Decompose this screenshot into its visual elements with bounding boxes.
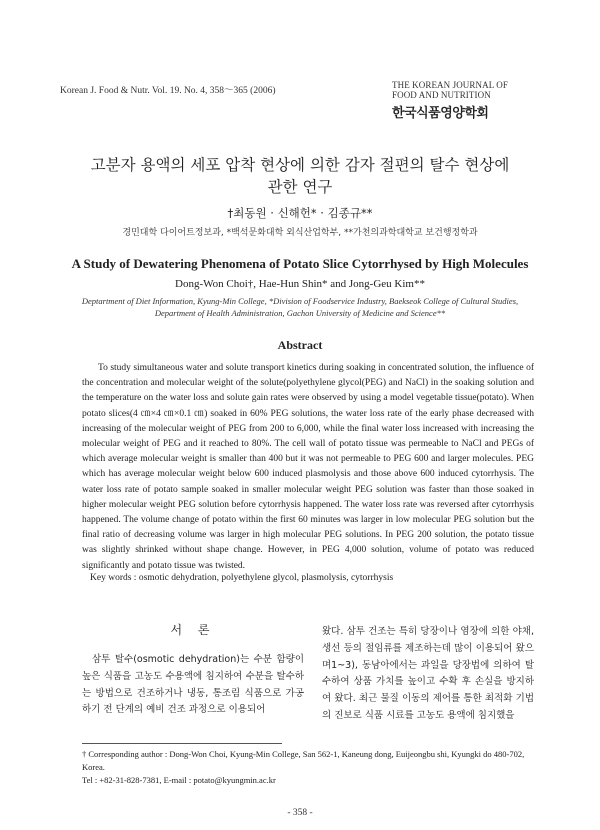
authors-english: Dong-Won Choi†, Hae-Hun Shin* and Jong-Geu Kim** <box>175 278 425 290</box>
section-title-introduction: 서 론 <box>170 623 216 637</box>
journal-name-en-line1: THE KOREAN JOURNAL OF <box>392 80 509 90</box>
footnote-corresponding-author: † Corresponding author : Dong-Won Choi, Kyung-Min College, San 562-1, Kaneung dong, Euijeongbu shi, Kyungki do 480-702, Korea. <box>82 749 525 772</box>
title-korean-line2: 관한 연구 <box>267 178 333 196</box>
affiliations-english-line1: Deptartment of Diet Information, Kyung-Min College, *Division of Foodservice Industry, Baekseok College of Cultural Studies, <box>81 296 519 306</box>
footnote-contact: Tel : +82-31-828-7381, E-mail : potato@kyungmin.ac.kr <box>82 775 276 785</box>
page-number: - 358 - <box>287 808 313 818</box>
journal-name-en-line2: FOOD AND NUTRITION <box>392 90 491 100</box>
body-paragraph-right: 왔다. 삼투 건조는 특히 당장이나 염장에 의한 야채, 생선 등의 절임류를 제조하는데 많이 이용되어 왔으며1~3), 동남아에서는 과일을 당장법에 의하여 탈수하여 상품 가치를 높이고 수확 후 손실을 방지하여 왔다. 최근 물질 이동의 제어를 통한 최적화 기법의 진보로 식품 시료를 고농도 용액에 침지했을 <box>322 626 534 721</box>
title-korean <box>60 154 540 198</box>
body-paragraph-left: 삼투 탈수(osmotic dehydration)는 수분 함량이 높은 식품을 고농도 수용액에 침지하여 수분을 탈수하는 방법으로 건조하거나 냉동, 통조림 식품으로 가공하기 전 단계의 예비 건조 과정으로 이용되어 <box>82 654 304 716</box>
body-column-left <box>82 652 304 719</box>
title-english: A Study of Dewatering Phenomena of Potato Slice Cytorrhysed by High Molecules <box>71 256 529 271</box>
journal-masthead <box>392 80 542 121</box>
body-column-right <box>322 624 534 725</box>
title-korean-line1: 고분자 용액의 세포 압착 현상에 의한 감자 절편의 탈수 현상에 <box>90 156 510 174</box>
authors-korean: †최동원 · 신해헌* · 김종규** <box>227 206 373 220</box>
abstract-body <box>82 361 534 574</box>
footnote <box>82 748 537 787</box>
keywords: Key words : osmotic dehydration, polyethylene glycol, plasmolysis, cytorrhysis <box>90 573 394 583</box>
journal-citation: Korean J. Food & Nutr. Vol. 19. No. 4, 358～365 (2006) <box>60 86 276 96</box>
footnote-divider <box>82 743 282 744</box>
abstract-paragraph: To study simultaneous water and solute transport kinetics during soaking in concentrated solution, the influence of the concentration and molecular weight of the solute(polyethylene glycol(PEG) and NaCl) in the soaking solution and the temperature on the water loss and solute gain rates were observed by using a model vegetable tissue(potato). When potato slices(4 ㎝×4 ㎝×0.1 ㎝) soaked in 60% PEG solutions, the water loss rate of the early phase decreased with increasing of the molecular weight of PEG from 200 to 6,000, while the final water loss increased with increasing the molecular weight of PEG and it reached to 80%. The cell wall of potato tissue was permeable to NaCl and PEGs of which average molecular weight is smaller than 400 but it was not permeable to PEG 600 and larger molecules. PEG which has average molecular weight below 600 induced plasmolysis and those above 600 induced cytorrhysis. The water loss rate of potato sample soaked in smaller molecular weight PEG solution was faster than those soaked in higher molecular weight PEG solution before cytorrhysis happened. The water loss rate was reversed after cytorrhysis happened. The volume change of potato within the first 60 minutes was larger in low molecular PEG solution but the final ratio of decreasing volume was larger in high molecular PEG solutions. In PEG 200 solution, the potato tissue was slightly shrinked without shape change. However, in PEG 4,000 solution, volume of potato was reduced significantly and potato tissue was twisted. <box>82 363 534 571</box>
affiliations-english <box>40 295 560 319</box>
abstract-heading: Abstract <box>277 338 323 352</box>
affiliations-english-line2: Department of Health Administration, Gachon University of Medicine and Science** <box>154 308 446 318</box>
journal-name-kr: 한국식품영양학회 <box>392 106 489 121</box>
affiliations-korean: 경민대학 다이어트정보과, *백석문화대학 외식산업학부, **가천의과학대학교 보건행정학과 <box>122 228 478 238</box>
